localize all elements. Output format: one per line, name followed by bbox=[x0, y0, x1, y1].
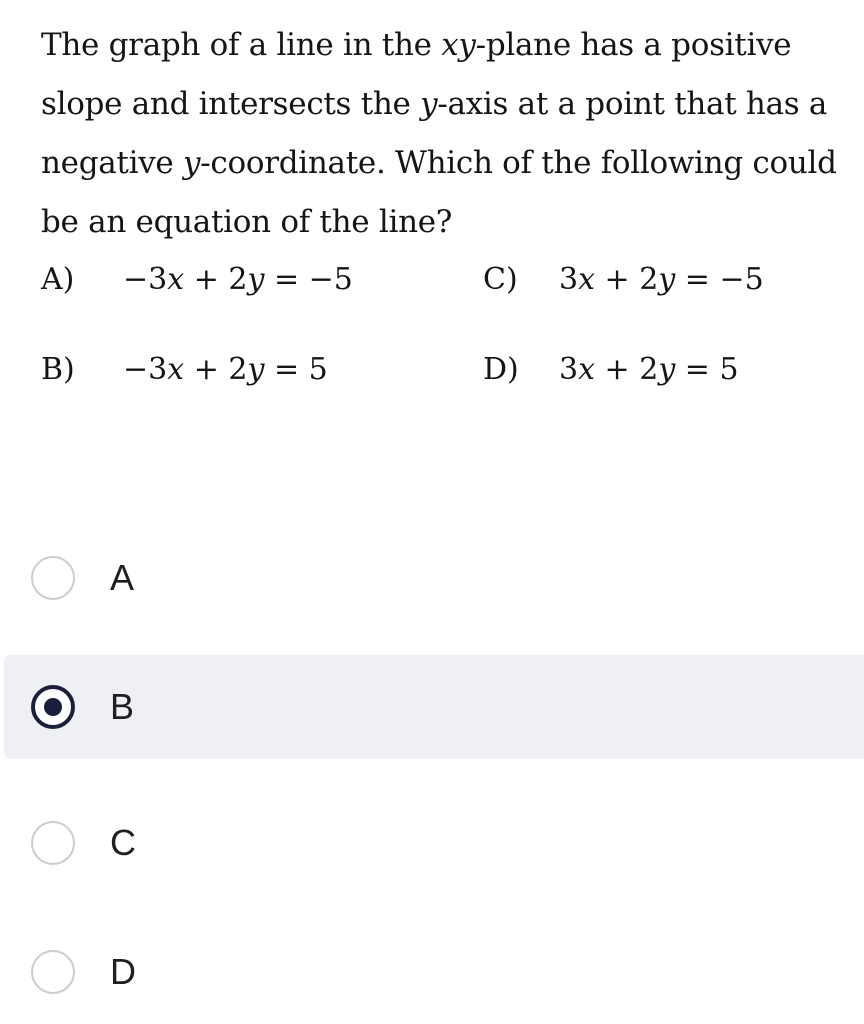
answer-choice-a-label: A bbox=[110, 557, 135, 598]
option-d-equation: 3x + 2y = 5 bbox=[559, 352, 739, 387]
option-b-letter: B) bbox=[41, 352, 75, 387]
radio-b[interactable] bbox=[31, 685, 75, 729]
option-a-equation: −3x + 2y = −5 bbox=[123, 262, 353, 297]
option-d-letter: D) bbox=[483, 352, 519, 387]
answer-choice-b-label: B bbox=[110, 686, 135, 727]
answer-choice-b[interactable] bbox=[4, 655, 864, 759]
option-a-letter: A) bbox=[41, 262, 75, 297]
option-b-equation: −3x + 2y = 5 bbox=[123, 352, 328, 387]
radio-a[interactable] bbox=[31, 556, 75, 600]
option-c-letter: C) bbox=[483, 262, 518, 297]
radio-selected-dot bbox=[44, 698, 62, 716]
answer-choice-c-label: C bbox=[110, 822, 136, 863]
answer-choice-d[interactable] bbox=[4, 920, 864, 1024]
answer-choice-c[interactable] bbox=[4, 791, 864, 895]
option-c-equation: 3x + 2y = −5 bbox=[559, 262, 764, 297]
answer-choice-d-label: D bbox=[110, 951, 136, 992]
question-text: The graph of a line in the xy-plane has a positive slope and intersects the y-axis at a point that has a negative y-coordinate. Which of the following could be an equation of the line? bbox=[41, 27, 837, 240]
radio-d[interactable] bbox=[31, 950, 75, 994]
answer-choice-a[interactable] bbox=[4, 526, 864, 630]
radio-c[interactable] bbox=[31, 821, 75, 865]
